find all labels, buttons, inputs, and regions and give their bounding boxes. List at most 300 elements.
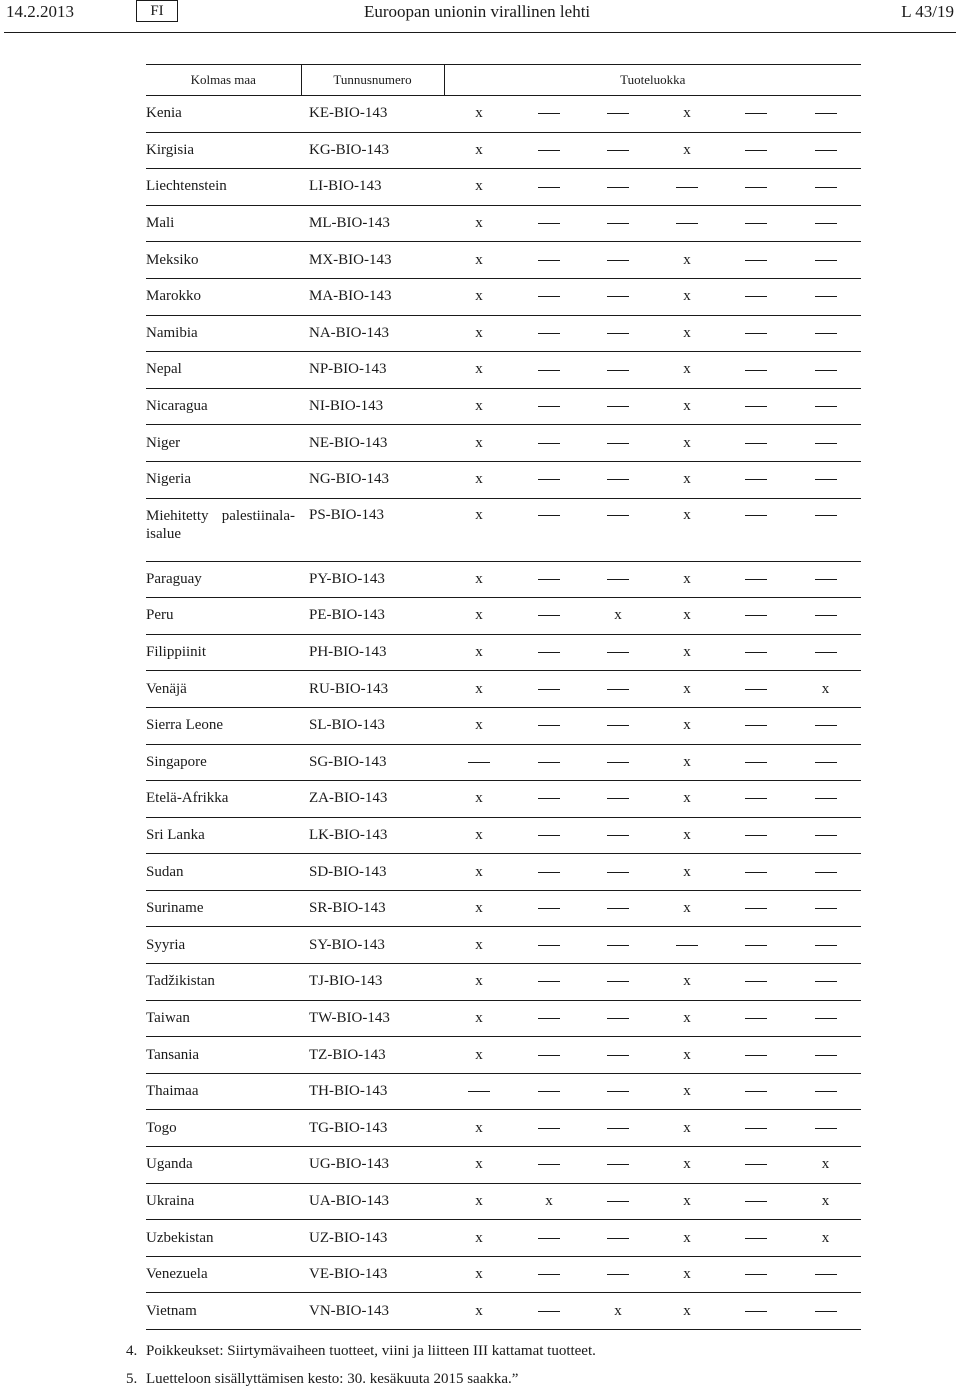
dash-mark: [607, 652, 629, 653]
category-mark-cell: x: [652, 315, 722, 352]
dash-mark: [607, 479, 629, 480]
dash-mark: [607, 1128, 629, 1129]
dash-mark: [815, 370, 837, 371]
category-dash-cell: [584, 671, 652, 708]
dash-mark: [607, 689, 629, 690]
country-cell: Venezuela: [146, 1256, 301, 1293]
category-dash-cell: [514, 1000, 584, 1037]
dash-mark: [538, 1238, 560, 1239]
dash-mark: [538, 579, 560, 580]
country-cell: Miehitetty palestiinala-isalue: [146, 498, 301, 561]
category-mark-cell: x: [652, 242, 722, 279]
category-mark-cell: x: [444, 1183, 514, 1220]
category-dash-cell: [584, 352, 652, 389]
dash-mark: [607, 260, 629, 261]
category-dash-cell: [584, 927, 652, 964]
dash-mark: [745, 187, 767, 188]
category-dash-cell: [722, 1220, 790, 1257]
header-category: Tuoteluokka: [444, 65, 861, 96]
table-row: [146, 315, 861, 352]
code-cell: TG-BIO-143: [301, 1110, 444, 1147]
code-cell: TW-BIO-143: [301, 1000, 444, 1037]
category-dash-cell: [790, 388, 861, 425]
category-dash-cell: [584, 854, 652, 891]
category-dash-cell: [584, 781, 652, 818]
category-dash-cell: [722, 1073, 790, 1110]
footnote-text: Luetteloon sisällyttämisen kesto: 30. kesäkuuta 2015 saakka.”: [146, 1371, 519, 1387]
country-cell: Nicaragua: [146, 388, 301, 425]
country-cell: Vietnam: [146, 1293, 301, 1330]
table-row: [146, 1073, 861, 1110]
category-mark-cell: x: [444, 561, 514, 598]
category-dash-cell: [790, 634, 861, 671]
category-mark-cell: x: [652, 425, 722, 462]
category-dash-cell: [584, 96, 652, 133]
category-mark-cell: x: [652, 890, 722, 927]
category-dash-cell: [790, 964, 861, 1001]
category-dash-cell: [722, 744, 790, 781]
category-mark-cell: x: [584, 1293, 652, 1330]
dash-mark: [815, 615, 837, 616]
category-dash-cell: [584, 1110, 652, 1147]
country-cell: Peru: [146, 598, 301, 635]
dash-mark: [815, 443, 837, 444]
category-dash-cell: [514, 242, 584, 279]
category-dash-cell: [584, 890, 652, 927]
country-cell: Thaimaa: [146, 1073, 301, 1110]
category-mark-cell: x: [652, 671, 722, 708]
category-mark-cell: x: [790, 671, 861, 708]
category-dash-cell: [790, 744, 861, 781]
category-mark-cell: x: [584, 598, 652, 635]
category-dash-cell: [584, 817, 652, 854]
table-row: [146, 169, 861, 206]
dash-mark: [815, 1018, 837, 1019]
footnote-5: [126, 1368, 596, 1396]
dash-mark: [538, 652, 560, 653]
dash-mark: [676, 945, 698, 946]
dash-mark: [538, 333, 560, 334]
category-mark-cell: x: [790, 1183, 861, 1220]
country-cell: Uganda: [146, 1147, 301, 1184]
country-cell: Ukraina: [146, 1183, 301, 1220]
category-dash-cell: [722, 388, 790, 425]
table-row: [146, 634, 861, 671]
category-dash-cell: [722, 169, 790, 206]
country-cell: Mali: [146, 205, 301, 242]
category-dash-cell: [514, 352, 584, 389]
category-dash-cell: [584, 498, 652, 561]
category-dash-cell: [722, 498, 790, 561]
category-mark-cell: x: [444, 634, 514, 671]
category-dash-cell: [722, 1000, 790, 1037]
dash-mark: [745, 370, 767, 371]
table-row: [146, 1037, 861, 1074]
code-cell: UZ-BIO-143: [301, 1220, 444, 1257]
category-mark-cell: x: [652, 854, 722, 891]
category-dash-cell: [584, 425, 652, 462]
country-cell: Venäjä: [146, 671, 301, 708]
dash-mark: [607, 296, 629, 297]
table-row: [146, 561, 861, 598]
dash-mark: [745, 689, 767, 690]
category-dash-cell: [722, 461, 790, 498]
dash-mark: [745, 798, 767, 799]
dash-mark: [745, 260, 767, 261]
footnotes: [126, 1340, 596, 1396]
code-cell: MX-BIO-143: [301, 242, 444, 279]
country-cell: Sri Lanka: [146, 817, 301, 854]
category-dash-cell: [722, 1293, 790, 1330]
dash-mark: [607, 725, 629, 726]
category-dash-cell: [584, 1000, 652, 1037]
dash-mark: [745, 479, 767, 480]
category-dash-cell: [790, 169, 861, 206]
category-dash-cell: [584, 561, 652, 598]
dash-mark: [815, 725, 837, 726]
category-dash-cell: [514, 278, 584, 315]
category-dash-cell: [790, 242, 861, 279]
dash-mark: [607, 798, 629, 799]
country-cell: Meksiko: [146, 242, 301, 279]
country-cell: Sierra Leone: [146, 707, 301, 744]
dash-mark: [468, 1091, 490, 1092]
category-mark-cell: x: [652, 1073, 722, 1110]
table-row: [146, 890, 861, 927]
category-mark-cell: x: [652, 561, 722, 598]
category-dash-cell: [790, 817, 861, 854]
table-row: [146, 964, 861, 1001]
category-dash-cell: [790, 1110, 861, 1147]
country-cell: Uzbekistan: [146, 1220, 301, 1257]
table-row: [146, 1183, 861, 1220]
code-cell: NE-BIO-143: [301, 425, 444, 462]
dash-mark: [538, 515, 560, 516]
category-dash-cell: [722, 927, 790, 964]
category-dash-cell: [584, 242, 652, 279]
category-dash-cell: [790, 315, 861, 352]
dash-mark: [745, 1128, 767, 1129]
category-dash-cell: [514, 1293, 584, 1330]
category-dash-cell: [722, 425, 790, 462]
category-mark-cell: x: [444, 96, 514, 133]
dash-mark: [745, 1274, 767, 1275]
code-cell: MA-BIO-143: [301, 278, 444, 315]
dash-mark: [815, 479, 837, 480]
category-dash-cell: [722, 707, 790, 744]
category-dash-cell: [652, 927, 722, 964]
dash-mark: [745, 150, 767, 151]
country-cell: Kirgisia: [146, 132, 301, 169]
category-dash-cell: [722, 242, 790, 279]
dash-mark: [815, 260, 837, 261]
table-row: [146, 425, 861, 462]
country-cell: Singapore: [146, 744, 301, 781]
category-mark-cell: x: [652, 388, 722, 425]
dash-mark: [538, 479, 560, 480]
dash-mark: [607, 1201, 629, 1202]
code-cell: PS-BIO-143: [301, 498, 444, 561]
dash-mark: [815, 798, 837, 799]
category-dash-cell: [722, 1037, 790, 1074]
dash-mark: [607, 908, 629, 909]
dash-mark: [607, 579, 629, 580]
code-cell: PE-BIO-143: [301, 598, 444, 635]
dash-mark: [745, 113, 767, 114]
dash-mark: [607, 187, 629, 188]
category-dash-cell: [584, 278, 652, 315]
table-row: [146, 671, 861, 708]
dash-mark: [538, 1055, 560, 1056]
dash-mark: [538, 908, 560, 909]
dash-mark: [815, 1091, 837, 1092]
category-dash-cell: [514, 744, 584, 781]
category-dash-cell: [790, 707, 861, 744]
category-mark-cell: x: [652, 498, 722, 561]
category-mark-cell: x: [652, 461, 722, 498]
dash-mark: [538, 725, 560, 726]
category-dash-cell: [514, 927, 584, 964]
table-row: [146, 707, 861, 744]
category-dash-cell: [444, 744, 514, 781]
dash-mark: [607, 835, 629, 836]
dash-mark: [815, 515, 837, 516]
dash-mark: [815, 1274, 837, 1275]
category-mark-cell: x: [652, 707, 722, 744]
table-row: [146, 388, 861, 425]
category-dash-cell: [444, 1073, 514, 1110]
category-dash-cell: [722, 205, 790, 242]
table-row: [146, 1256, 861, 1293]
category-mark-cell: x: [652, 1293, 722, 1330]
dash-mark: [745, 1018, 767, 1019]
table-row: [146, 96, 861, 133]
table-body: [146, 96, 861, 1330]
dash-mark: [815, 333, 837, 334]
category-mark-cell: x: [444, 781, 514, 818]
page-reference: L 43/19: [901, 2, 954, 21]
code-cell: VN-BIO-143: [301, 1293, 444, 1330]
dash-mark: [607, 406, 629, 407]
category-dash-cell: [514, 817, 584, 854]
category-mark-cell: x: [444, 425, 514, 462]
category-mark-cell: x: [514, 1183, 584, 1220]
code-cell: PY-BIO-143: [301, 561, 444, 598]
category-dash-cell: [514, 498, 584, 561]
category-dash-cell: [584, 707, 652, 744]
dash-mark: [607, 370, 629, 371]
category-mark-cell: x: [444, 817, 514, 854]
dash-mark: [815, 908, 837, 909]
code-cell: TZ-BIO-143: [301, 1037, 444, 1074]
category-mark-cell: x: [444, 1220, 514, 1257]
code-cell: LI-BIO-143: [301, 169, 444, 206]
dash-mark: [745, 981, 767, 982]
dash-mark: [538, 835, 560, 836]
category-dash-cell: [790, 425, 861, 462]
category-dash-cell: [514, 461, 584, 498]
category-mark-cell: x: [444, 1000, 514, 1037]
category-mark-cell: x: [444, 1293, 514, 1330]
category-dash-cell: [790, 352, 861, 389]
category-dash-cell: [722, 890, 790, 927]
table-row: [146, 1000, 861, 1037]
dash-mark: [745, 443, 767, 444]
dash-mark: [745, 333, 767, 334]
dash-mark: [607, 1274, 629, 1275]
dash-mark: [745, 835, 767, 836]
category-dash-cell: [790, 1293, 861, 1330]
category-mark-cell: x: [652, 1037, 722, 1074]
category-dash-cell: [514, 1220, 584, 1257]
category-dash-cell: [790, 498, 861, 561]
category-dash-cell: [790, 1073, 861, 1110]
dash-mark: [538, 296, 560, 297]
code-cell: SY-BIO-143: [301, 927, 444, 964]
table-row: [146, 817, 861, 854]
category-mark-cell: x: [652, 744, 722, 781]
dash-mark: [607, 150, 629, 151]
dash-mark: [745, 652, 767, 653]
table-row: [146, 1220, 861, 1257]
language-badge: FI: [136, 0, 178, 22]
category-dash-cell: [514, 388, 584, 425]
country-cell: Tadžikistan: [146, 964, 301, 1001]
dash-mark: [815, 872, 837, 873]
category-dash-cell: [514, 1110, 584, 1147]
category-mark-cell: x: [790, 1147, 861, 1184]
category-dash-cell: [722, 1256, 790, 1293]
dash-mark: [815, 945, 837, 946]
category-dash-cell: [584, 1073, 652, 1110]
category-mark-cell: x: [444, 242, 514, 279]
category-dash-cell: [584, 169, 652, 206]
category-dash-cell: [722, 278, 790, 315]
category-dash-cell: [584, 205, 652, 242]
country-cell: Togo: [146, 1110, 301, 1147]
code-cell: TJ-BIO-143: [301, 964, 444, 1001]
category-dash-cell: [514, 964, 584, 1001]
category-mark-cell: x: [444, 964, 514, 1001]
category-dash-cell: [584, 744, 652, 781]
category-mark-cell: x: [652, 1220, 722, 1257]
dash-mark: [538, 406, 560, 407]
dash-mark: [607, 1091, 629, 1092]
dash-mark: [607, 762, 629, 763]
category-dash-cell: [722, 598, 790, 635]
category-dash-cell: [790, 927, 861, 964]
category-mark-cell: x: [444, 205, 514, 242]
dash-mark: [538, 872, 560, 873]
category-mark-cell: x: [652, 1256, 722, 1293]
dash-mark: [538, 1311, 560, 1312]
dash-mark: [538, 762, 560, 763]
dash-mark: [745, 1164, 767, 1165]
footnote-number: 4.: [126, 1343, 138, 1359]
table-header-row: [146, 65, 861, 96]
table-row: [146, 1110, 861, 1147]
category-dash-cell: [790, 890, 861, 927]
category-mark-cell: x: [652, 96, 722, 133]
dash-mark: [815, 187, 837, 188]
code-cell: SD-BIO-143: [301, 854, 444, 891]
category-dash-cell: [722, 132, 790, 169]
category-dash-cell: [790, 561, 861, 598]
code-cell: NI-BIO-143: [301, 388, 444, 425]
category-dash-cell: [722, 1183, 790, 1220]
category-mark-cell: x: [444, 1147, 514, 1184]
dash-mark: [815, 835, 837, 836]
category-dash-cell: [584, 1256, 652, 1293]
table-row: [146, 1293, 861, 1330]
country-cell: Etelä-Afrikka: [146, 781, 301, 818]
dash-mark: [607, 223, 629, 224]
category-dash-cell: [722, 1110, 790, 1147]
category-dash-cell: [722, 817, 790, 854]
category-dash-cell: [722, 964, 790, 1001]
dash-mark: [745, 1238, 767, 1239]
category-mark-cell: x: [652, 132, 722, 169]
journal-title: Euroopan unionin virallinen lehti: [364, 2, 591, 21]
dash-mark: [538, 260, 560, 261]
code-cell: PH-BIO-143: [301, 634, 444, 671]
category-dash-cell: [514, 671, 584, 708]
dash-mark: [538, 1274, 560, 1275]
footnote-text: Poikkeukset: Siirtymävaiheen tuotteet, viini ja liitteen III kattamat tuotteet.: [146, 1343, 596, 1359]
category-mark-cell: x: [444, 1256, 514, 1293]
dash-mark: [745, 406, 767, 407]
footnote-4: [126, 1340, 596, 1368]
category-mark-cell: x: [652, 352, 722, 389]
country-cell: Suriname: [146, 890, 301, 927]
category-mark-cell: x: [652, 1183, 722, 1220]
header-country: Kolmas maa: [146, 65, 301, 96]
category-mark-cell: x: [444, 598, 514, 635]
category-mark-cell: x: [444, 169, 514, 206]
category-dash-cell: [722, 1147, 790, 1184]
dash-mark: [745, 1055, 767, 1056]
category-dash-cell: [514, 634, 584, 671]
category-dash-cell: [790, 1037, 861, 1074]
country-cell: Tansania: [146, 1037, 301, 1074]
category-mark-cell: x: [444, 278, 514, 315]
category-mark-cell: x: [444, 388, 514, 425]
dash-mark: [607, 945, 629, 946]
dash-mark: [538, 981, 560, 982]
category-mark-cell: x: [444, 498, 514, 561]
table-row: [146, 854, 861, 891]
category-dash-cell: [584, 315, 652, 352]
dash-mark: [745, 296, 767, 297]
table-row: [146, 132, 861, 169]
category-dash-cell: [722, 561, 790, 598]
code-cell: NA-BIO-143: [301, 315, 444, 352]
table-row: [146, 1147, 861, 1184]
category-mark-cell: x: [444, 315, 514, 352]
code-cell: SR-BIO-143: [301, 890, 444, 927]
dash-mark: [607, 981, 629, 982]
country-cell: Filippiinit: [146, 634, 301, 671]
certification-bodies-table: [146, 64, 861, 1330]
category-dash-cell: [790, 132, 861, 169]
dash-mark: [607, 515, 629, 516]
dash-mark: [607, 1238, 629, 1239]
dash-mark: [815, 579, 837, 580]
category-dash-cell: [584, 964, 652, 1001]
category-dash-cell: [722, 352, 790, 389]
dash-mark: [538, 615, 560, 616]
country-cell: Nigeria: [146, 461, 301, 498]
